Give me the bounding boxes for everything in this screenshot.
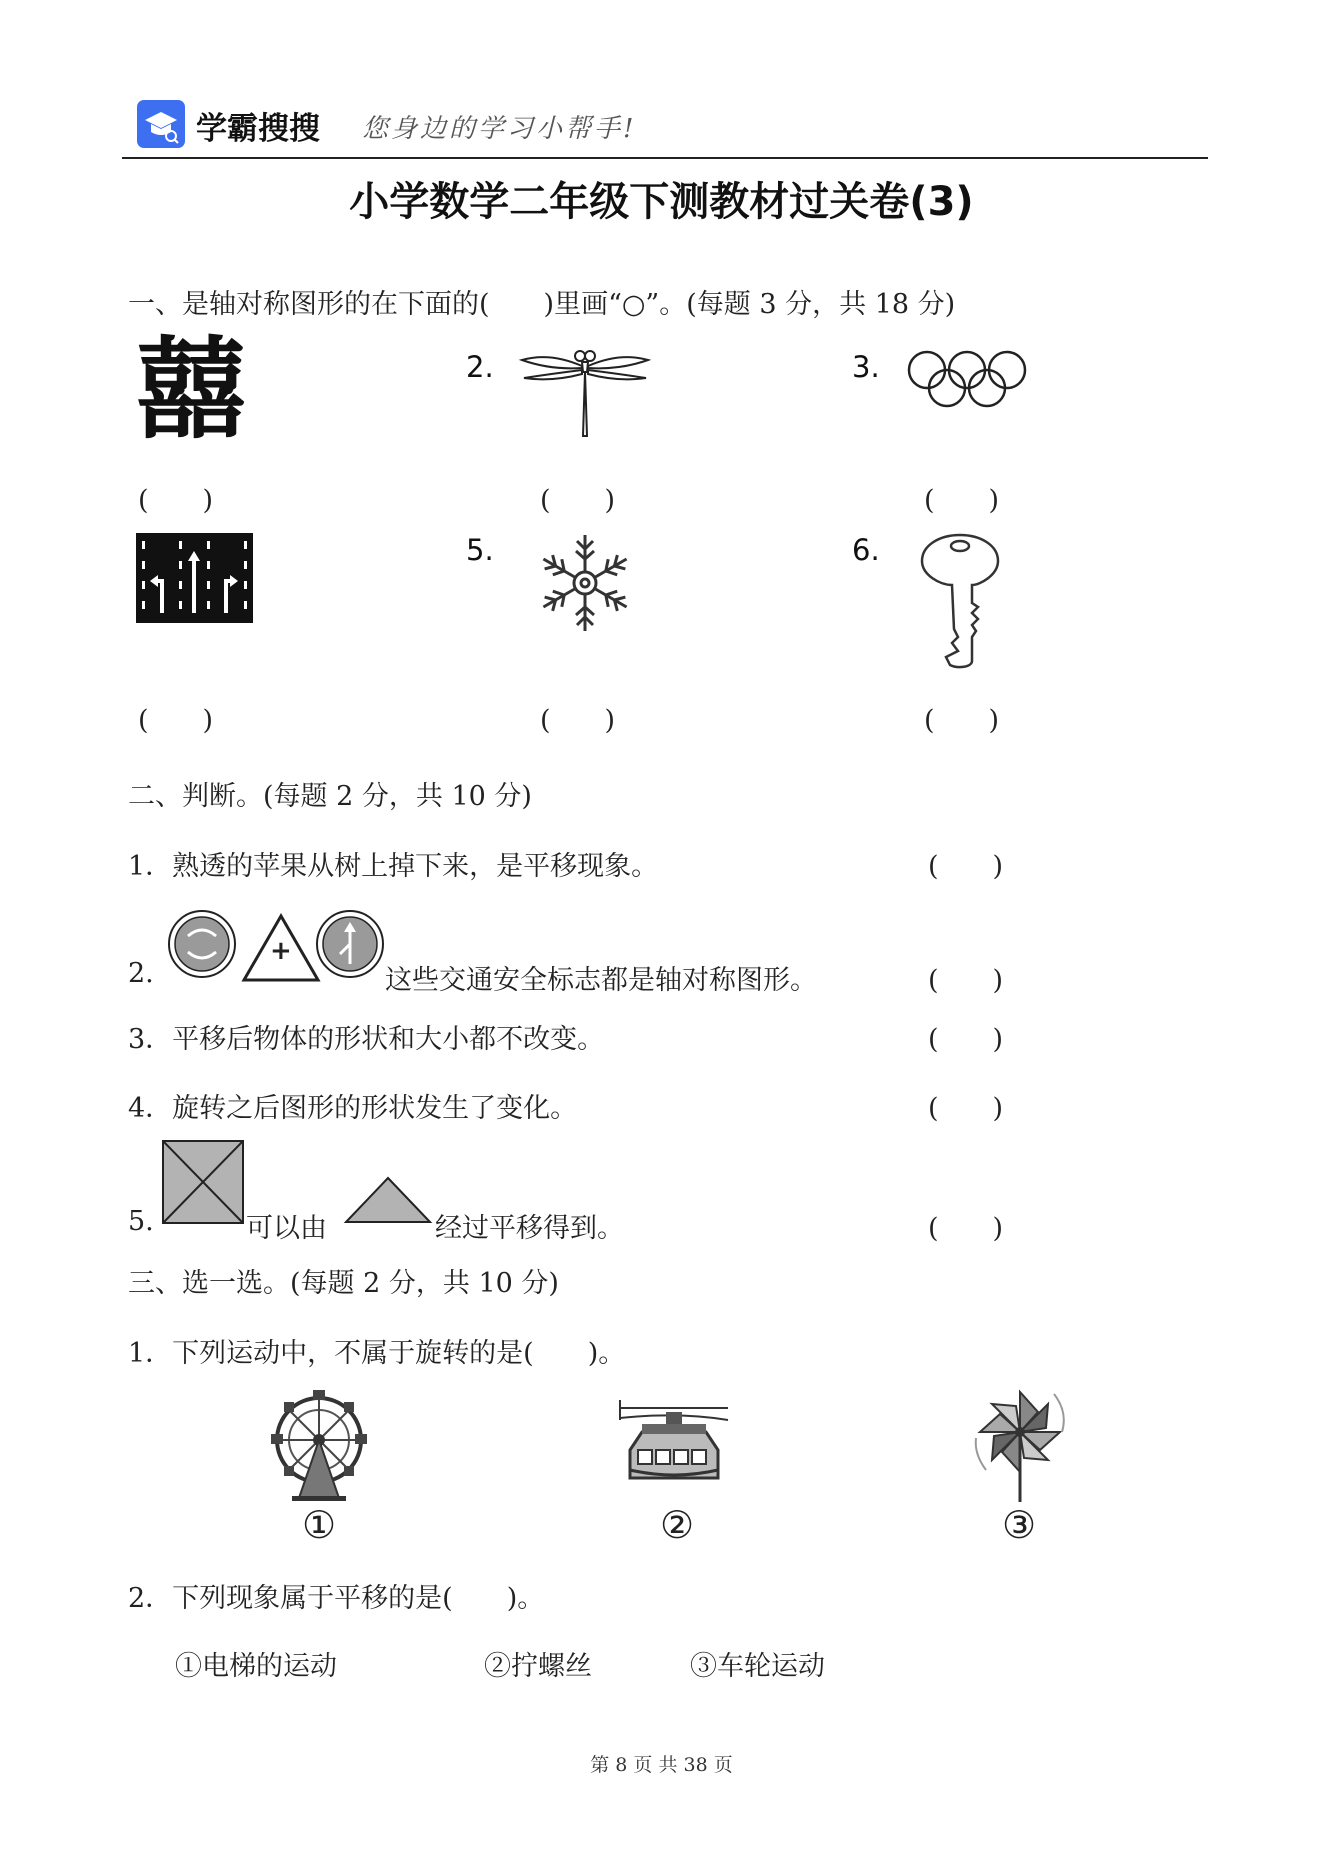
item-number-3: 3. (852, 350, 880, 384)
brand-name: 学霸搜搜 (196, 111, 320, 147)
judge-item-4: 4．旋转之后图形的形状发生了变化。 (128, 1093, 578, 1124)
judge-paren-5[interactable]: ( ) (928, 1213, 1004, 1244)
answer-paren-4[interactable]: ( ) (138, 705, 214, 736)
judge-item-5-mid2: 经过平移得到。 (435, 1213, 624, 1244)
key-icon (918, 533, 1003, 673)
app-logo (137, 100, 185, 148)
pinwheel-icon (972, 1388, 1068, 1503)
choice-question-1: 1．下列运动中，不属于旋转的是( )。 (128, 1338, 626, 1369)
option-label-2: ② (660, 1503, 695, 1547)
option-label-1: ① (302, 1503, 337, 1547)
judge-paren-3[interactable]: ( ) (928, 1024, 1004, 1055)
answer-paren-1[interactable]: ( ) (138, 485, 214, 516)
q2-option-1[interactable]: ①电梯的运动 (175, 1651, 337, 1682)
judge-paren-2[interactable]: ( ) (928, 965, 1004, 996)
section1-heading: 一、是轴对称图形的在下面的( )里画“○”。(每题 3 分，共 18 分) (128, 289, 956, 320)
slogan: 您身边的学习小帮手! (362, 114, 637, 144)
section3-heading: 三、选一选。(每题 2 分，共 10 分) (128, 1268, 559, 1299)
judge-item-2-number: 2. (128, 958, 154, 989)
header-divider (122, 157, 1208, 159)
page-title: 小学数学二年级下测教材过关卷(3) (349, 179, 974, 225)
dragonfly-icon (520, 348, 650, 438)
choice-question-2: 2．下列现象属于平移的是( )。 (128, 1583, 545, 1614)
judge-paren-4[interactable]: ( ) (928, 1093, 1004, 1124)
cable-car-icon (618, 1400, 730, 1490)
triangle-shape (344, 1176, 432, 1224)
graduation-cap-icon (137, 100, 185, 148)
judge-item-3: 3．平移后物体的形状和大小都不改变。 (128, 1024, 605, 1055)
section2-heading: 二、判断。(每题 2 分，共 10 分) (128, 781, 532, 812)
judge-item-2: 这些交通安全标志都是轴对称图形。 (385, 965, 817, 996)
item-number-2: 2. (466, 350, 494, 384)
judge-item-5-number: 5. (128, 1206, 154, 1237)
plus-sign: + (270, 936, 292, 966)
q2-option-2[interactable]: ②拧螺丝 (484, 1651, 592, 1682)
judge-item-1: 1．熟透的苹果从树上掉下来，是平移现象。 (128, 851, 659, 882)
snowflake-icon (535, 533, 635, 633)
item-number-6: 6. (852, 533, 880, 567)
answer-paren-5[interactable]: ( ) (540, 705, 616, 736)
answer-paren-2[interactable]: ( ) (540, 485, 616, 516)
crossed-square-shape (162, 1140, 244, 1224)
page-footer: 第 8 页 共 38 页 (590, 1754, 733, 1776)
double-happiness-glyph: 囍 (136, 325, 246, 454)
option-label-3: ③ (1002, 1503, 1037, 1547)
judge-paren-1[interactable]: ( ) (928, 851, 1004, 882)
olympic-rings-icon (905, 350, 1035, 410)
judge-item-5-mid1: 可以由 (246, 1213, 327, 1244)
ferris-wheel-icon (264, 1390, 374, 1502)
answer-paren-6[interactable]: ( ) (924, 705, 1000, 736)
answer-paren-3[interactable]: ( ) (924, 485, 1000, 516)
q2-option-3[interactable]: ③车轮运动 (690, 1651, 825, 1682)
lane-arrows-sign-icon (136, 533, 253, 623)
item-number-5: 5. (466, 533, 494, 567)
